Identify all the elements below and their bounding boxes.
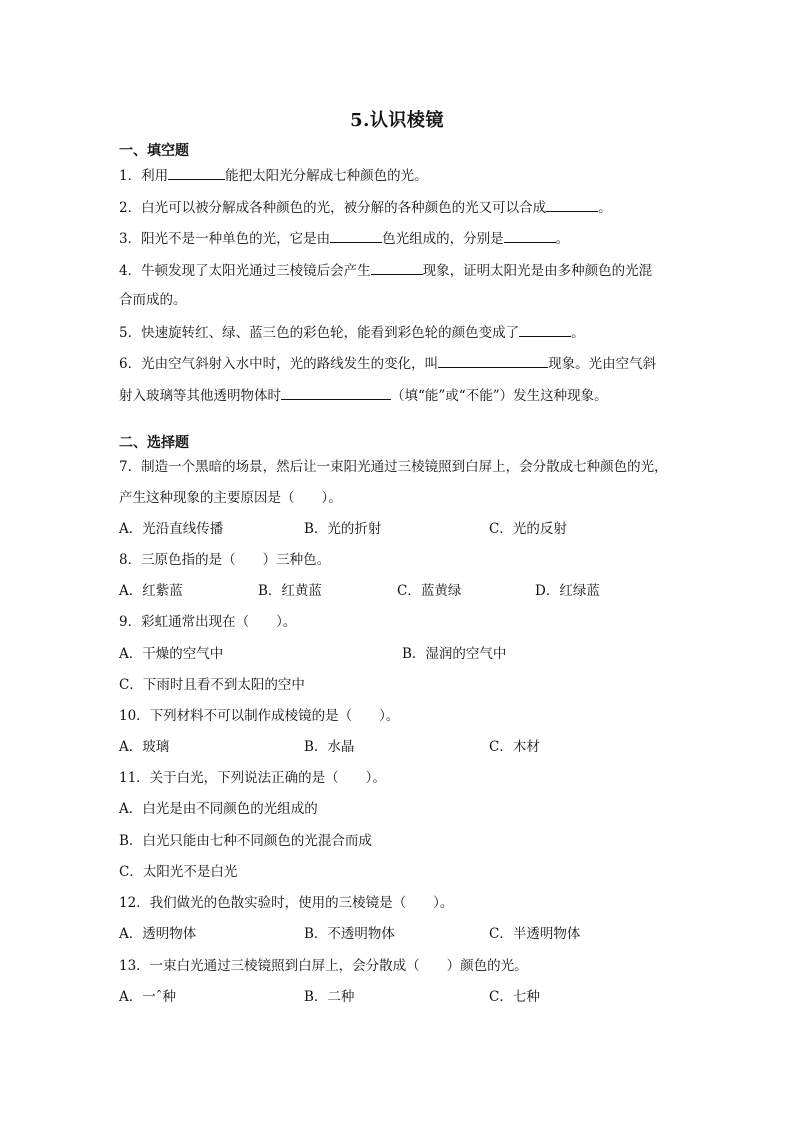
question-4-continued: 合而成的。 xyxy=(119,292,187,308)
question-13: 13．一束白光通过三棱镜照到白屏上，会分散成（ ）颜色的光。 xyxy=(119,958,528,974)
question-9: 9．彩虹通常出现在（ ）。 xyxy=(119,614,297,630)
question-7-continued: 产生这种现象的主要原因是（ ）。 xyxy=(119,490,342,506)
option-c[interactable]: C．太阳光不是白光 xyxy=(119,864,238,880)
answer-blank[interactable] xyxy=(281,385,391,400)
answer-blank[interactable] xyxy=(168,165,225,180)
question-1: 1．利用 能把太阳光分解成七种颜色的光。 xyxy=(119,165,428,185)
question-4: 4．牛顿发现了太阳光通过三棱镜后会产生 现象，证明太阳光是由多种颜色的光混 xyxy=(119,260,652,280)
option-d[interactable]: D．红绿蓝 xyxy=(535,583,600,599)
section-choice-heading: 二、选择题 xyxy=(119,435,189,451)
answer-blank[interactable] xyxy=(504,228,556,243)
option-b[interactable]: B．水晶 xyxy=(304,739,355,755)
option-b[interactable]: B．湿润的空气中 xyxy=(402,646,507,662)
option-c[interactable]: C．半透明物体 xyxy=(489,926,581,942)
option-c[interactable]: C．光的反射 xyxy=(489,521,567,537)
option-b[interactable]: B．光的折射 xyxy=(304,521,382,537)
question-7: 7．制造一个黑暗的场景，然后让一束阳光通过三棱镜照到白屏上，会分散成七种颜色的光， xyxy=(119,459,668,475)
option-b[interactable]: B．白光只能由七种不同颜色的光混合而成 xyxy=(119,833,372,849)
question-2: 2．白光可以被分解成各种颜色的光，被分解的各种颜色的光又可以合成 。 xyxy=(119,197,612,217)
option-b[interactable]: B．红黄蓝 xyxy=(258,583,322,599)
question-6: 6．光由空气斜射入水中时，光的路线发生的变化，叫 现象。光由空气斜 xyxy=(119,353,656,373)
answer-blank[interactable] xyxy=(371,260,423,275)
question-10: 10．下列材料不可以制作成棱镜的是（ ）。 xyxy=(119,708,400,724)
question-5: 5．快速旋转红、绿、蓝三色的彩色轮，能看到彩色轮的颜色变成了 。 xyxy=(119,322,585,342)
option-a[interactable]: A．白光是由不同颜色的光组成的 xyxy=(119,801,318,817)
section-fill-blank-heading: 一、填空题 xyxy=(119,143,189,159)
question-8: 8．三原色指的是（ ）三种色。 xyxy=(119,552,331,568)
option-c[interactable]: C．七种 xyxy=(489,989,540,1005)
option-a[interactable]: A．一ˆ种 xyxy=(119,989,176,1005)
option-b[interactable]: B．不透明物体 xyxy=(304,926,395,942)
option-a[interactable]: A．光沿直线传播 xyxy=(119,521,224,537)
answer-blank[interactable] xyxy=(438,353,548,368)
option-a[interactable]: A．干燥的空气中 xyxy=(119,646,224,662)
option-a[interactable]: A．透明物体 xyxy=(119,926,197,942)
question-11: 11．关于白光，下列说法正确的是（ ）。 xyxy=(119,770,386,786)
option-a[interactable]: A．玻璃 xyxy=(119,739,170,755)
option-c[interactable]: C．下雨时且看不到太阳的空中 xyxy=(119,677,305,693)
answer-blank[interactable] xyxy=(330,228,382,243)
question-3: 3．阳光不是一种单色的光，它是由 色光组成的，分别是 。 xyxy=(119,228,569,248)
option-c[interactable]: C．木材 xyxy=(489,739,540,755)
option-c[interactable]: C．蓝黄绿 xyxy=(397,583,462,599)
question-12: 12．我们做光的色散实验时，使用的三棱镜是（ ）。 xyxy=(119,895,454,911)
page-title: 5.认识棱镜 xyxy=(350,110,444,131)
option-b[interactable]: B．二种 xyxy=(304,989,355,1005)
option-a[interactable]: A．红紫蓝 xyxy=(119,583,183,599)
question-6-continued: 射入玻璃等其他透明物体时 （填“能”或“不能”）发生这种现象。 xyxy=(119,385,608,405)
answer-blank[interactable] xyxy=(546,197,598,212)
answer-blank[interactable] xyxy=(519,322,571,337)
